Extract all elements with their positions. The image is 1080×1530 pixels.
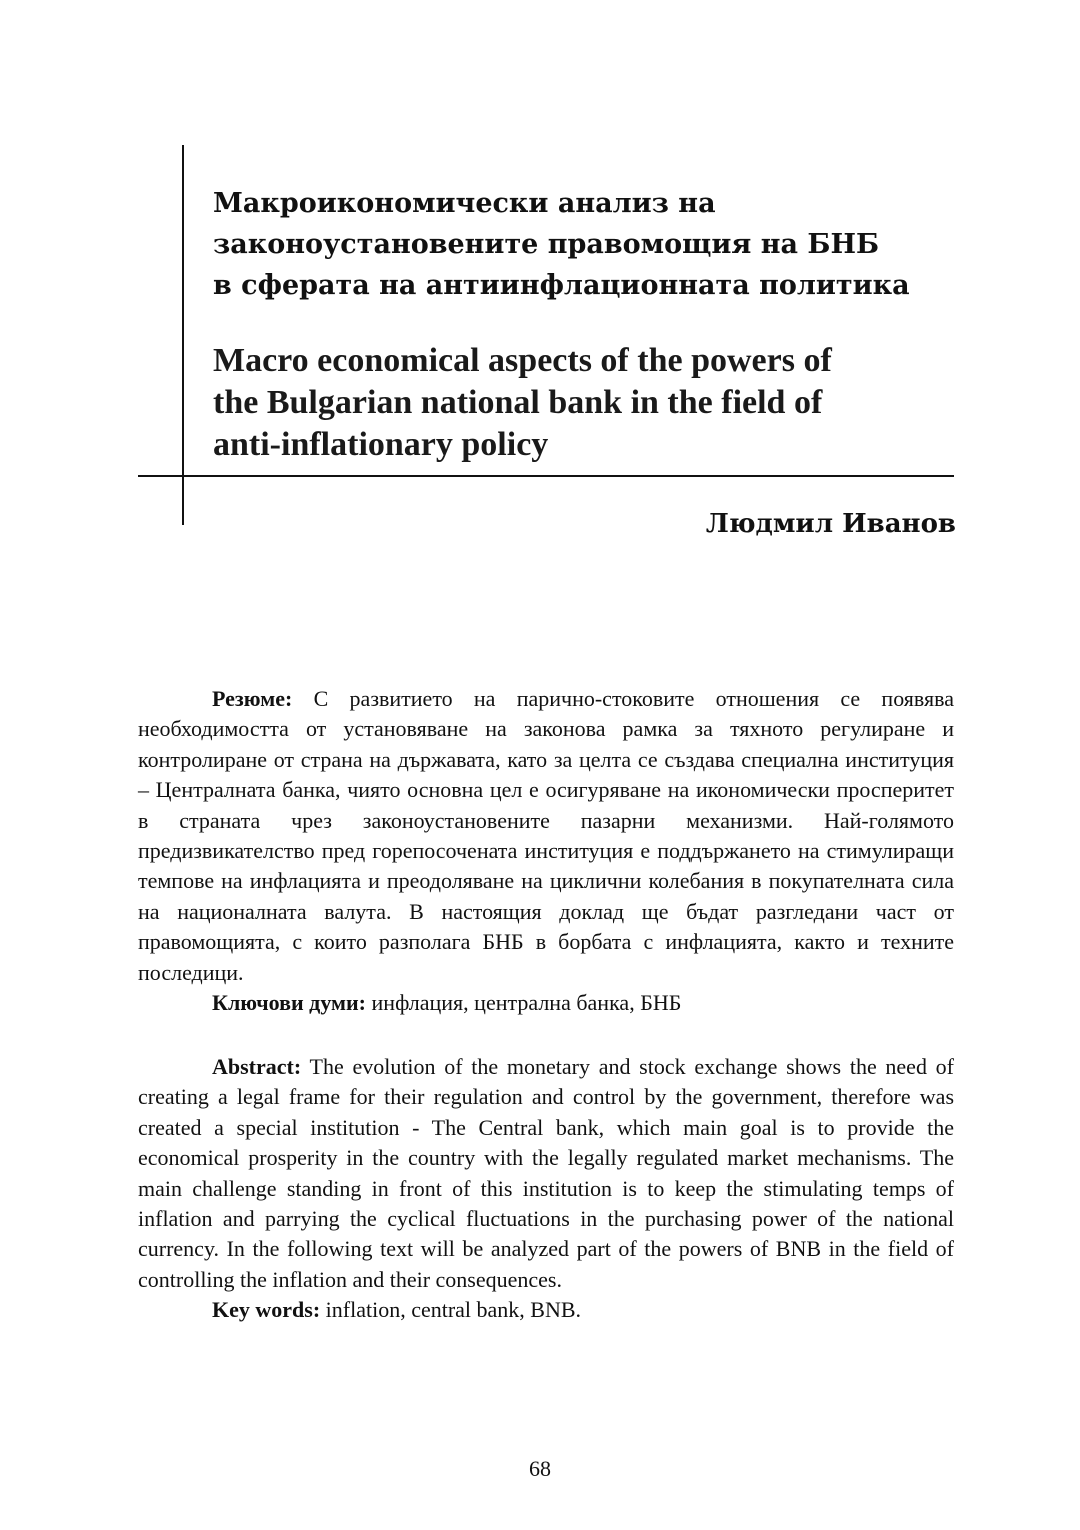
keywords-label: Ключови думи: bbox=[212, 990, 367, 1016]
title-bulgarian bbox=[213, 183, 973, 306]
summary-bulgarian bbox=[138, 684, 954, 1018]
title-english bbox=[213, 340, 973, 466]
abstract-label: Abstract: bbox=[212, 1054, 302, 1079]
title-bulgarian-line: Макроикономически анализ на bbox=[213, 188, 716, 219]
keywords-text: инфлация, централна банка, БНБ bbox=[366, 990, 682, 1016]
abstract-english bbox=[138, 1052, 954, 1326]
title-english-line: anti-inflationary policy bbox=[213, 426, 549, 463]
title-vertical-rule bbox=[182, 145, 184, 525]
title-english-line: Macro economical aspects of the powers of bbox=[213, 342, 832, 379]
author-name: Людмил Иванов bbox=[705, 509, 956, 539]
title-bulgarian-line: законоустановените правомощия на БНБ bbox=[213, 229, 880, 260]
abstract-paragraph bbox=[138, 1052, 954, 1295]
keywords-label: Key words: bbox=[212, 1297, 321, 1323]
summary-label: Резюме: bbox=[212, 686, 293, 711]
summary-text: С развитието на парично-стоковите отношения се появява необходимостта от установяване на законова рамка за тяхното регулиране и контролиране от страна на държавата, като за целта се създава специална институция – Централната банка, чиято основна цел е осигуряване на икономически просперитет в страната чрез законоустановените пазарни механизми. Най-голямото предизвикателство пред горепосочената институция е поддържането на стимулиращи темпове на инфлацията и преодоляване на циклични колебания в покупателната сила на националната валута. В настоящия доклад ще бъдат разгледани част от правомощията, с които разполага БНБ в борбата с инфлацията, както и техните последици. bbox=[138, 686, 954, 985]
keywords-bulgarian bbox=[138, 988, 954, 1018]
keywords-text: inflation, central bank, BNB. bbox=[320, 1297, 582, 1323]
page-number: 68 bbox=[529, 1456, 551, 1481]
title-english-line: the Bulgarian national bank in the field of bbox=[213, 384, 823, 421]
title-horizontal-rule bbox=[138, 475, 954, 477]
keywords-english bbox=[138, 1295, 954, 1325]
abstract-text: The evolution of the monetary and stock exchange shows the need of creating a legal frame for their regulation and control by the government, therefore was created a special institution - The Central bank, which main goal is to provide the economical prosperity in the country with the legally regulated market mechanisms. The main challenge standing in front of this institution is to keep the stimulating temps of inflation and parrying the cyclical fluctuations in the purchasing power of the national currency. In the following text will be analyzed part of the powers of BNB in the field of controlling the inflation and their consequences. bbox=[138, 1054, 954, 1292]
title-bulgarian-line: в сферата на антиинфлационната политика bbox=[213, 270, 910, 301]
summary-paragraph bbox=[138, 684, 954, 988]
